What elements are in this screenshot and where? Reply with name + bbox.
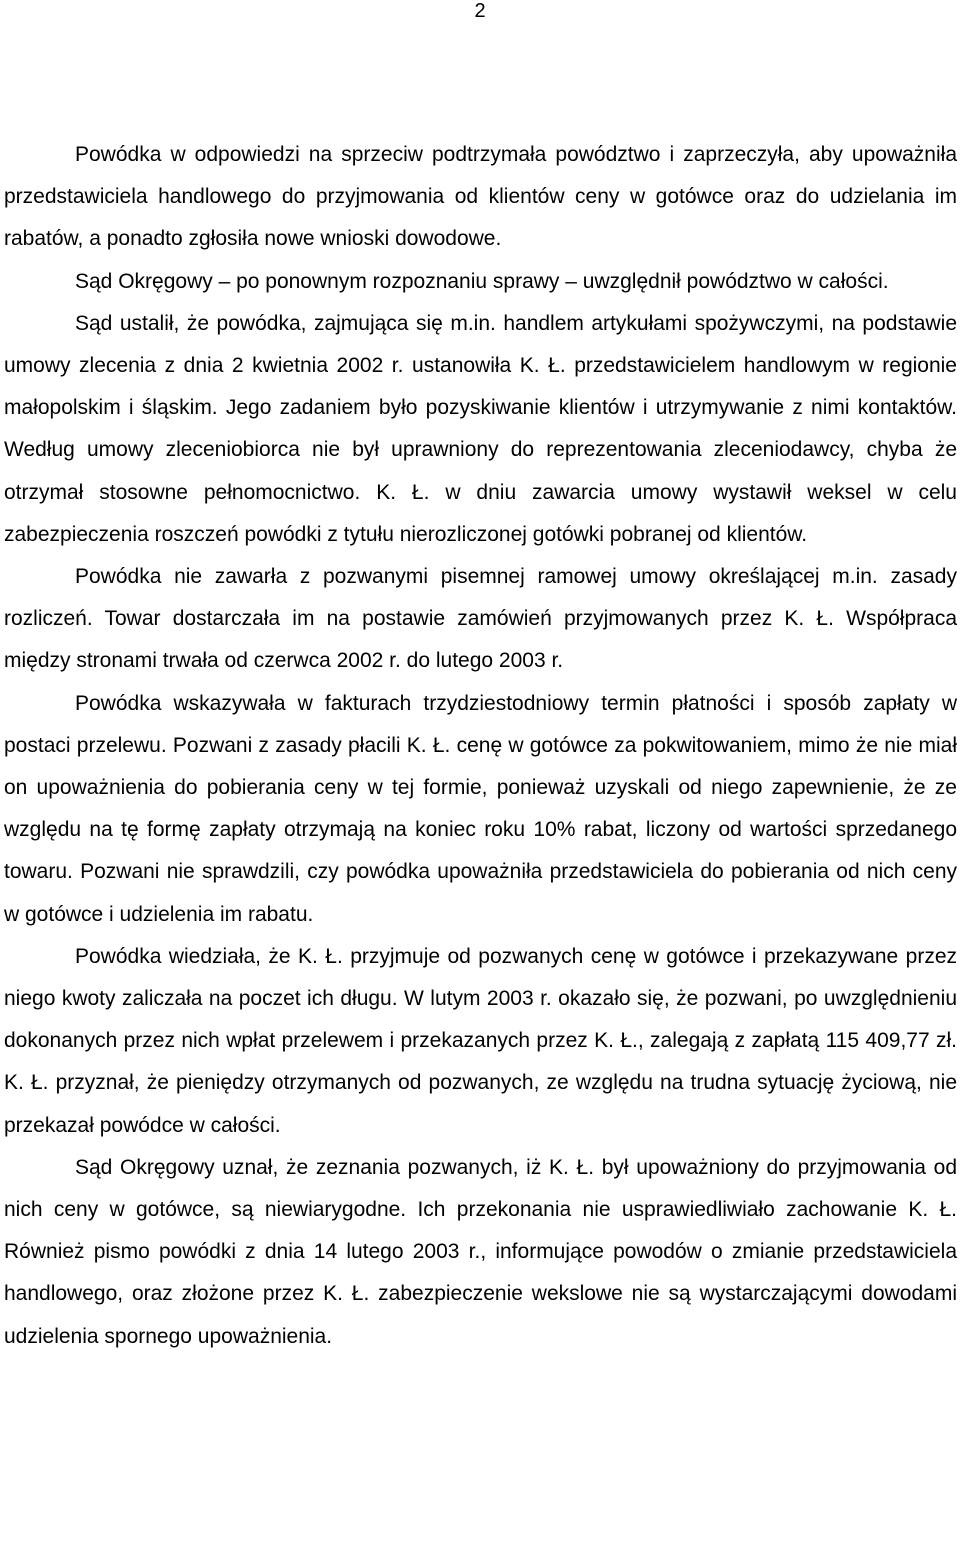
- paragraph-7: Sąd Okręgowy uznał, że zeznania pozwanych, iż K. Ł. był upoważniony do przyjmowania od nich ceny w gotówce, są niewiarygodne. Ich przekonania nie usprawiedliwiało zachowanie K. Ł. Również pismo powódki z dnia 14 lutego 2003 r., informujące powodów o zmianie przedstawiciela handlowego, oraz złożone przez K. Ł. zabezpieczenie wekslowe nie są wystarczającymi dowodami udzielenia spornego upoważnienia.: [4, 1155, 957, 1348]
- page-number: 2: [474, 0, 486, 22]
- paragraph-5: Powódka wskazywała w fakturach trzydziestodniowy termin płatności i sposób zapłaty w postaci przelewu. Pozwani z zasady płacili K. Ł. cenę w gotówce za pokwitowaniem, mimo że nie miał on upoważnienia do pobierania ceny w tej formie, ponieważ uzyskali od niego zapewnienie, że ze względu na tę formę zapłaty otrzymają na koniec roku 10% rabat, liczony od wartości sprzedanego towaru. Pozwani nie sprawdzili, czy powódka upoważniła przedstawiciela do pobierania od nich ceny w gotówce i udzielenia im rabatu.: [4, 691, 957, 926]
- paragraph-4: Powódka nie zawarła z pozwanymi pisemnej ramowej umowy określającej m.in. zasady rozliczeń. Towar dostarczała im na postawie zamówień przyjmowanych przez K. Ł. Współpraca między stronami trwała od czerwca 2002 r. do lutego 2003 r.: [4, 565, 957, 673]
- paragraph-3: Sąd ustalił, że powódka, zajmująca się m.in. handlem artykułami spożywczymi, na podstawie umowy zlecenia z dnia 2 kwietnia 2002 r. ustanowiła K. Ł. przedstawicielem handlowym w regionie małopolskim i śląskim. Jego zadaniem było pozyskiwanie klientów i utrzymywanie z nimi kontaktów. Według umowy zleceniobiorca nie był uprawniony do reprezentowania zleceniodawcy, chyba że otrzymał stosowne pełnomocnictwo. K. Ł. w dniu zawarcia umowy wystawił weksel w celu zabezpieczenia roszczeń powódki z tytułu nierozliczonej gotówki pobranej od klientów.: [4, 311, 957, 546]
- paragraph-2: Sąd Okręgowy – po ponownym rozpoznaniu sprawy – uwzględnił powództwo w całości.: [75, 269, 889, 293]
- document-body: [4, 134, 957, 1358]
- paragraph-1: Powódka w odpowiedzi na sprzeciw podtrzymała powództwo i zaprzeczyła, aby upoważniła przedstawiciela handlowego do przyjmowania od klientów ceny w gotówce oraz do udzielania im rabatów, a ponadto zgłosiła nowe wnioski dowodowe.: [4, 143, 957, 251]
- paragraph-6: Powódka wiedziała, że K. Ł. przyjmuje od pozwanych cenę w gotówce i przekazywane przez niego kwoty zaliczała na poczet ich długu. W lutym 2003 r. okazało się, że pozwani, po uwzględnieniu dokonanych przez nich wpłat przelewem i przekazanych przez K. Ł., zalegają z zapłatą 115 409,77 zł. K. Ł. przyznał, że pieniędzy otrzymanych od pozwanych, ze względu na trudna sytuację życiową, nie przekazał powódce w całości.: [4, 944, 957, 1137]
